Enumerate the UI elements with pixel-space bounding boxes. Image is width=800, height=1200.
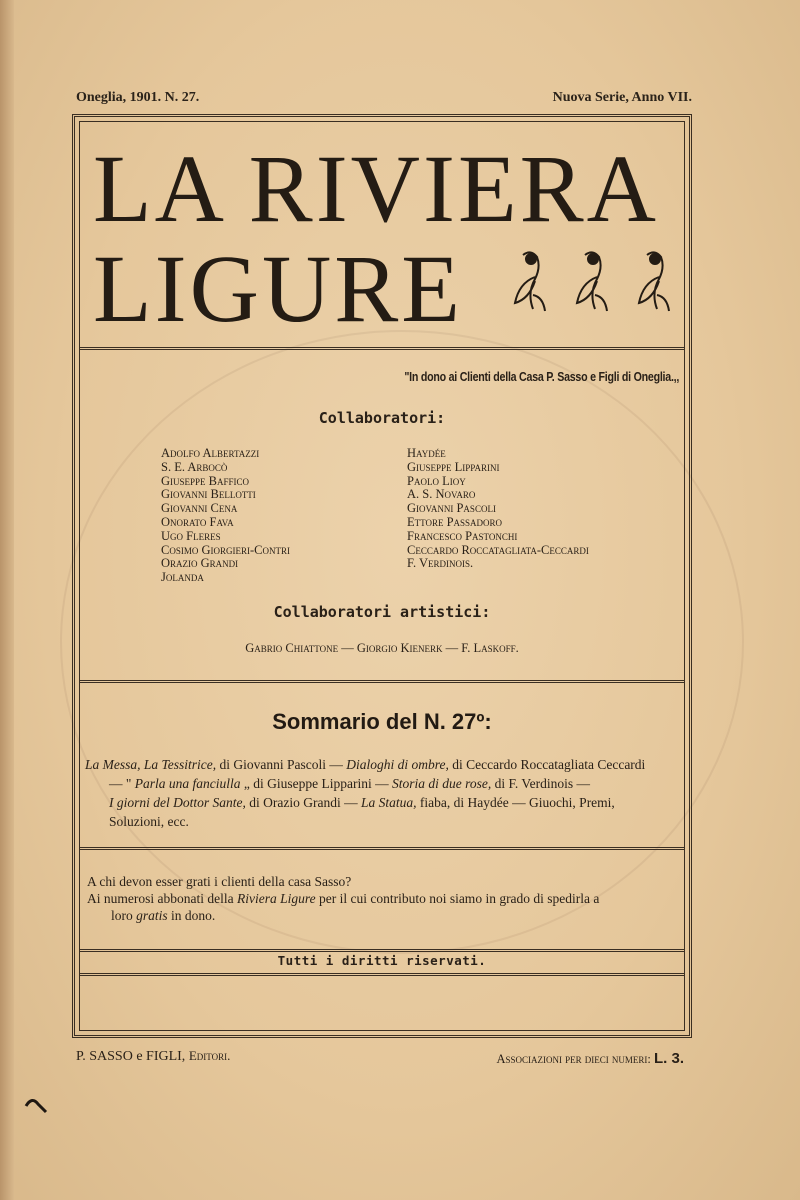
summary-text: di Giovanni Pascoli — [216,757,347,772]
summary-line [85,774,679,793]
publisher-role: Editori. [188,1048,231,1063]
masthead-line1: LA RIVIERA [93,135,659,242]
dedication-line: "In dono ai Clienti della Casa P. Sasso e Figli di Oneglia.,, [404,369,679,384]
work-title: La Messa, La Tessitrice, [85,757,217,772]
divider [79,680,685,683]
divider [79,949,685,952]
divider [79,973,685,976]
subscription-price: L. 3. [653,1050,684,1067]
collaborator-name: F. Verdinois. [407,556,474,571]
collaborator-name: Orazio Grandi [161,556,239,571]
series-year: Nuova Serie, Anno VII. [552,90,692,105]
magazine-name: Riviera Ligure [236,891,316,906]
collaborator-name: Cosimo Giorgieri-Contri [161,542,290,557]
work-title: La Statua, [360,795,417,810]
summary-line: Soluzioni, ecc. [109,814,189,829]
summary-line [85,755,679,774]
subscription-line [496,1050,684,1067]
notice-emphasis: gratis [136,908,168,923]
masthead-line2: LIGURE [93,235,463,342]
notice-question: A chi devon esser grati i clienti della casa Sasso? [87,874,352,889]
collaborator-name: Giovanni Pascoli [407,501,496,516]
summary-text: di Orazio Grandi — [245,795,361,810]
artists-names: Gabrio Chiattone — Giorgio Kienerk — F. Laskoff. [245,641,519,655]
summary-text: di F. Verdinois — [491,776,591,791]
work-title: Storia di due rose, [391,776,492,791]
summary-text: fiaba, di Haydée — Giuochi, Premi, [416,795,615,810]
notice-text: in dono. [167,908,216,923]
summary-heading: Sommario del N. 27º: [272,709,492,734]
issue-place-date: Oneglia, 1901. N. 27. [76,90,200,105]
summary-text: di Ceccardo Roccatagliata Ceccardi [448,757,646,772]
work-title: Parla una fanciulla [134,776,241,791]
divider [79,347,685,350]
notice-text: Ai numerosi abbonati della [87,891,237,906]
collaborator-name: Giuseppe Lipparini [407,459,500,474]
notice-answer-cont [87,907,675,924]
collaborator-name: Adolfo Albertazzi [161,446,260,460]
collaborator-name: Ettore Passadoro [407,514,503,529]
collaborator-name: Francesco Pastonchi [407,528,518,543]
summary-line [85,793,679,812]
collaborator-name: Haydée [407,446,446,460]
collaborator-name: Ugo Fleres [161,528,221,543]
collaborators-heading: Collaboratori: [318,409,446,427]
page-edge [0,0,14,1200]
subscription-label: Associazioni per dieci numeri: [496,1052,654,1066]
ink-mark-icon [24,1094,48,1114]
artists-heading: Collaboratori artistici: [273,603,491,621]
collaborator-name: Jolanda [161,570,204,585]
notice-block [87,873,675,924]
rights-notice: Tutti i diritti riservati. [277,953,487,968]
collaborator-name: Giuseppe Baffico [161,473,250,488]
summary-body [85,755,679,831]
divider [79,847,685,850]
collaborators-list-left [161,447,290,585]
collaborator-name: Giovanni Bellotti [161,487,256,502]
summary-text: — " [109,776,135,791]
summary-text: „ di Giuseppe Lipparini — [240,776,392,791]
publisher-line [76,1048,230,1065]
collaborator-name: Onorato Fava [161,514,234,529]
collaborator-name: Paolo Lioy [407,473,466,488]
notice-text: per il cui contributo noi siamo in grado di spedirla a [315,891,600,906]
notice-answer [87,890,675,907]
publisher-name: P. SASSO e FIGLI, [76,1049,189,1064]
collaborators-list-right [407,447,589,571]
cover-frame [72,114,692,1038]
collaborator-name: Ceccardo Roccatagliata-Ceccardi [407,542,589,557]
work-title: I giorni del Dottor Sante, [109,795,246,810]
flower-ornament-icon [503,247,673,327]
collaborator-name: A. S. Novaro [407,487,476,502]
collaborator-name: Giovanni Cena [161,501,238,516]
collaborator-name: S. E. Arbocò [161,459,228,474]
work-title: Dialoghi di ombre, [346,757,449,772]
notice-text: loro [111,908,137,923]
